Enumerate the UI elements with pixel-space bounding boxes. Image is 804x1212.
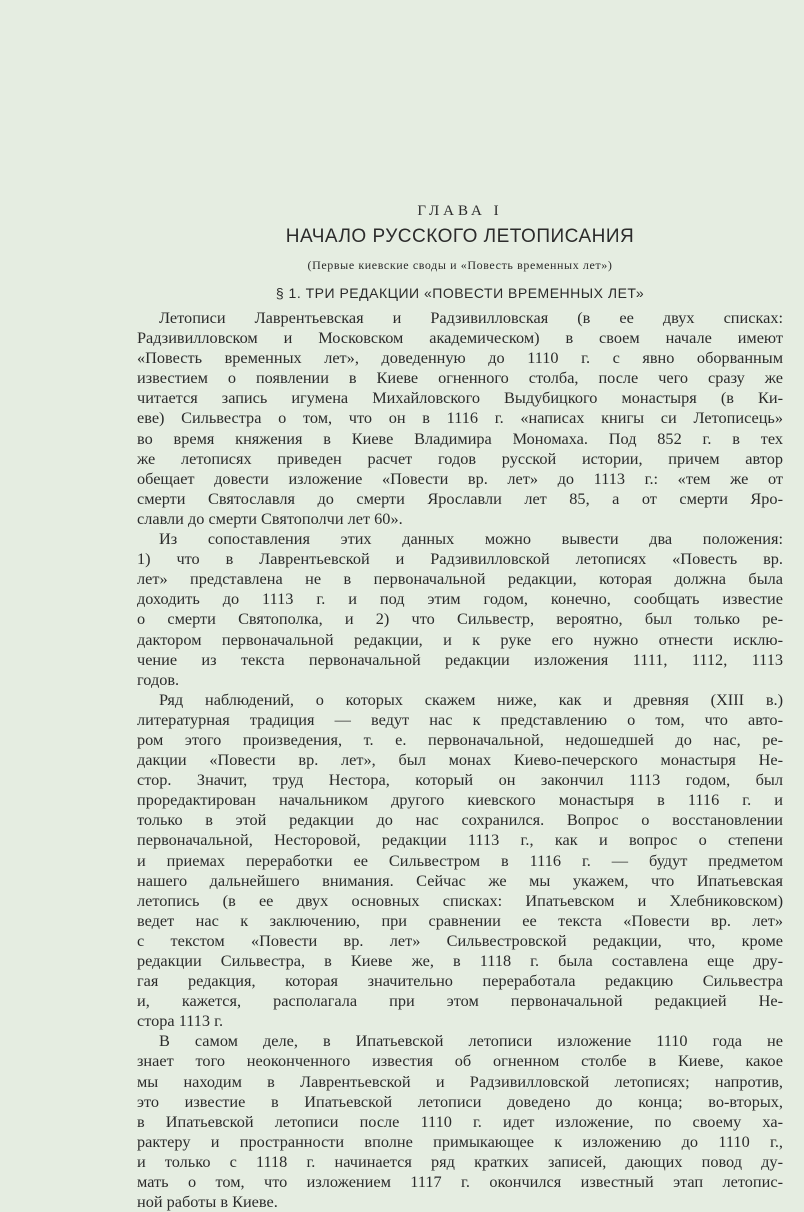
text-line: это известие в Ипатьевской летописи доведено до конца; во-вторых, (137, 1091, 783, 1111)
text-line: ведет нас к заключению, при сравнении ее текста «Повести вр. лет» (137, 910, 783, 930)
text-line: литературная традиция — ведут нас к представлению о том, что авто- (137, 709, 783, 729)
text-line: еве) Сильвестра о том, что он в 1116 г. «написах книгы си Летописець» (137, 408, 783, 428)
text-line: дактором первоначальной редакции, и к руке его нужно отнести исклю- (137, 629, 783, 649)
text-line: обещает довести изложение «Повести вр. лет» до 1113 г.: «тем же от (137, 468, 783, 488)
text-line: мать о том, что изложением 1117 г. окончился известный этап летопис- (137, 1172, 783, 1192)
text-line: Летописи Лаврентьевская и Радзивилловская (в ее двух списках: (159, 308, 783, 327)
text-line: «Повесть временных лет», доведенную до 1110 г. с явно оборванным (137, 348, 783, 368)
text-line: нашего дальнейшего внимания. Сейчас же мы укажем, что Ипатьевская (137, 870, 783, 890)
text-line: В самом деле, в Ипатьевской летописи изложение 1110 года не (159, 1031, 783, 1051)
text-line: годов. (137, 669, 180, 689)
text-line: чение из текста первоначальной редакции изложения 1111, 1112, 1113 (137, 649, 783, 669)
text-line: мы находим в Лаврентьевской и Радзивилловской летописях; напротив, (137, 1071, 783, 1091)
paragraph (137, 1031, 783, 1212)
text-line: 1) что в Лаврентьевской и Радзивилловской летописях «Повесть вр. (137, 549, 783, 569)
text-line: Ряд наблюдений, о которых скажем ниже, как и древняя (XIII в.) (159, 689, 783, 709)
text-line: ной работы в Киеве. (137, 1192, 278, 1212)
section-heading: § 1. ТРИ РЕДАКЦИИ «ПОВЕСТИ ВРЕМЕННЫХ ЛЕТ» (275, 285, 645, 301)
body-text (137, 308, 783, 1212)
text-line: первоначальной, Несторовой, редакции 1113 г., как и вопрос о степени (137, 830, 783, 850)
text-line: Из сопоставления этих данных можно вывести два положения: (159, 529, 783, 549)
paragraph (137, 308, 783, 529)
paragraph (137, 529, 783, 690)
chapter-number: ГЛАВА I (417, 203, 503, 219)
text-line: славли до смерти Святополчи лет 60». (137, 508, 403, 528)
text-line: лет» представлена не в первоначальной редакции, которая должна была (137, 569, 783, 589)
text-line: в Ипатьевской летописи после 1110 г. идет изложение, по своему ха- (137, 1111, 783, 1131)
text-line: известием о появлении в Киеве огненного столба, после чего сразу же (137, 368, 783, 388)
text-line: редакции Сильвестра, в Киеве же, в 1118 г. была составлена еще дру- (137, 951, 783, 970)
text-line: стора 1113 г. (137, 1011, 224, 1031)
text-line: летопись (в ее двух основных списках: Ипатьевском и Хлебниковском) (137, 890, 783, 910)
text-line: о смерти Святополка, и 2) что Сильвестр, вероятно, был только ре- (137, 609, 783, 629)
text-line: и приемах переработки ее Сильвестром в 1116 г. — будут предметом (137, 850, 783, 870)
document-page (137, 200, 783, 1212)
text-line: читается запись игумена Михайловского Выдубицкого монастыря (в Ки- (137, 388, 783, 408)
text-line: же летописях приведен расчет годов русской истории, причем автор (137, 448, 783, 468)
text-line: с текстом «Повести вр. лет» Сильвестровской редакции, что, кроме (137, 930, 783, 950)
text-line: ром этого произведения, т. е. первоначальной, недошедшей до нас, ре- (137, 729, 783, 749)
chapter-subtitle: (Первые киевские своды и «Повесть временных лет») (307, 258, 613, 272)
text-line: и только с 1118 г. начинается ряд кратких записей, дающих повод ду- (137, 1151, 783, 1171)
text-line: стор. Значит, труд Нестора, который он закончил 1113 годом, был (137, 770, 783, 790)
text-line: только в этой редакции до нас сохранился. Вопрос о восстановлении (137, 810, 783, 830)
text-line: рактеру и пространности вполне примыкающее к изложению до 1110 г., (137, 1131, 783, 1151)
text-line: гая редакция, которая значительно переработала редакцию Сильвестра (137, 971, 783, 991)
text-line: во время княжения в Киеве Владимира Мономаха. Под 852 г. в тех (137, 428, 783, 448)
text-line: знает того неоконченного известия об огненном столбе в Киеве, какое (137, 1051, 783, 1071)
text-line: дакции «Повести вр. лет», был монах Киево-печерского монастыря Не- (137, 750, 783, 770)
text-line: смерти Святославля до смерти Ярославли лет 85, а от смерти Яро- (137, 488, 783, 508)
text-line: доходить до 1113 г. и под этим годом, конечно, сообщать известие (137, 589, 783, 609)
text-line: Радзивилловском и Московском академическом) в своем начале имеют (137, 328, 783, 348)
chapter-title: НАЧАЛО РУССКОГО ЛЕТОПИСАНИЯ (285, 226, 635, 247)
paragraph (137, 690, 783, 1032)
text-line: проредактирован начальником другого киевского монастыря в 1116 г. и (137, 790, 783, 810)
text-line: и, кажется, располагала при этом первоначальной редакцией Не- (137, 991, 783, 1011)
